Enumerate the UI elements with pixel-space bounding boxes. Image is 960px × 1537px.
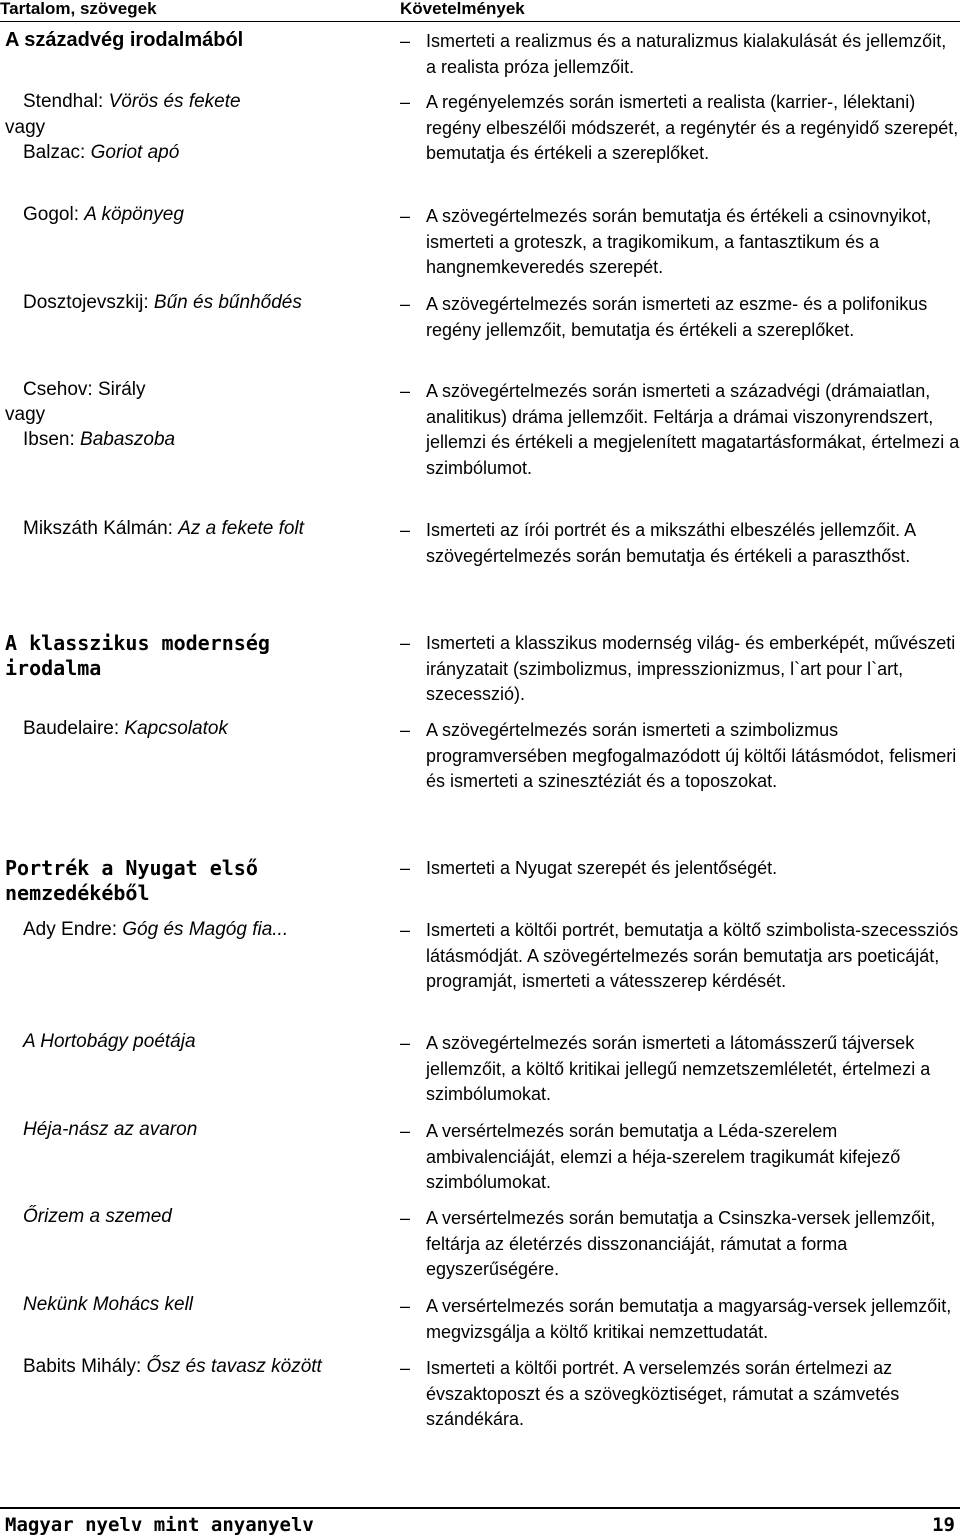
dash-bullet: – <box>400 1296 411 1316</box>
requirement-item <box>400 90 960 167</box>
dash-bullet: – <box>400 633 411 653</box>
requirement-text: A szövegértelmezés során ismerteti az eszme- és a polifonikus regény jellemzőit, bemutatja és értékeli a szereplőket. <box>426 294 928 340</box>
work-stendhal <box>23 90 241 114</box>
work-author: Mikszáth Kálmán: <box>23 518 179 539</box>
work-title: Nekünk Mohács kell <box>23 1294 194 1315</box>
work-title: Az a fekete folt <box>178 518 304 539</box>
work-author: Gogol: <box>23 204 85 225</box>
dash-bullet: – <box>400 858 411 878</box>
requirement-item <box>400 292 960 343</box>
dash-bullet: – <box>400 1358 411 1378</box>
section-title-nyugat-line2: nemzedékéből <box>5 881 150 905</box>
footer-title: Magyar nyelv mint anyanyelv <box>5 1514 314 1536</box>
requirement-item <box>400 631 960 708</box>
requirement-text: A versértelmezés során bemutatja a magyarság-versek jellemzőit, megvizsgálja a költő kritikai nemzettudatát. <box>426 1296 952 1342</box>
work-or-1: vagy <box>5 117 46 138</box>
work-gogol <box>23 203 184 227</box>
dash-bullet: – <box>400 1033 411 1053</box>
work-author: Ady Endre: <box>23 919 123 940</box>
work-mohacs <box>23 1293 193 1317</box>
requirement-item <box>400 204 960 281</box>
requirement-text: A regényelemzés során ismerteti a realista (karrier-, lélektani) regény elbeszélői módszerét, a regénytér és a regényidő szerepét, bemutatja és értékeli a szereplőket. <box>426 92 959 163</box>
dash-bullet: – <box>400 92 411 112</box>
work-title: Héja-nász az avaron <box>23 1119 198 1140</box>
work-title: Őrizem a szemed <box>23 1206 172 1227</box>
section-title-classic-modernism-line1: A klasszikus modernség <box>5 631 270 655</box>
dash-bullet: – <box>400 206 411 226</box>
work-baudelaire <box>23 717 228 741</box>
work-title: A köpönyeg <box>84 204 184 225</box>
work-dostoevsky <box>23 291 302 315</box>
work-author: Dosztojevszkij: <box>23 292 154 313</box>
work-title: Bűn és bűnhődés <box>153 292 302 313</box>
requirement-text: A szövegértelmezés során bemutatja és értékeli a csinovnyikot, ismerteti a groteszk, a tragikomikum, a fantasztikum és a hangnemkeveredés szerepét. <box>426 206 932 277</box>
work-title: Kapcsolatok <box>124 718 228 739</box>
header-divider <box>0 21 960 22</box>
requirement-item <box>400 1356 960 1433</box>
requirement-item <box>400 379 960 481</box>
dash-bullet: – <box>400 294 411 314</box>
page-number: 19 <box>932 1514 955 1536</box>
work-author: Balzac: <box>23 142 91 163</box>
requirement-item <box>400 718 960 795</box>
requirement-text: Ismerteti a költői portrét, bemutatja a költő szimbolista-szecessziós látásmódját. A szövegértelmezés során bemutatja ars poeticáját, programját, ismerteti a vátesszerep kérdését. <box>426 920 959 991</box>
work-ady <box>23 918 288 942</box>
requirement-text: A szövegértelmezés során ismerteti a szimbolizmus programversében megfogalmazódott új költői látásmódot, felismeri és ismerteti a szinesztéziát és a toposzokat. <box>426 720 957 791</box>
work-author: Ibsen: <box>23 429 81 450</box>
requirement-text: A versértelmezés során bemutatja a Csinszka-versek jellemzőit, feltárja az életérzés disszonanciáját, rámutat a forma egyszerűségére. <box>426 1208 936 1279</box>
dash-bullet: – <box>400 920 411 940</box>
work-title: Góg és Magóg fia... <box>122 919 289 940</box>
work-hortobagy <box>23 1030 196 1054</box>
footer-divider <box>0 1507 960 1509</box>
dash-bullet: – <box>400 1208 411 1228</box>
work-ibsen <box>23 428 175 452</box>
section-title-classic-modernism-line2: irodalma <box>5 656 102 680</box>
work-author: Babits Mihály: <box>23 1356 147 1377</box>
requirement-item <box>400 1031 960 1108</box>
section-title-fin-de-siecle: A századvég irodalmából <box>5 29 244 51</box>
dash-bullet: – <box>400 1121 411 1141</box>
requirement-text: Ismerteti a realizmus és a naturalizmus kialakulását és jellemzőit, a realista próza jellemzőit. <box>426 31 947 77</box>
work-orizem <box>23 1205 172 1229</box>
work-title: A Hortobágy poétája <box>23 1031 196 1052</box>
work-title: Ősz és tavasz között <box>146 1356 322 1377</box>
dash-bullet: – <box>400 381 411 401</box>
work-mikszath <box>23 517 304 541</box>
requirement-item <box>400 518 960 569</box>
work-or-2: vagy <box>5 404 46 425</box>
work-author: Stendhal: <box>23 91 109 112</box>
work-title: Vörös és fekete <box>108 91 241 112</box>
column-header-requirements: Követelmények <box>400 0 525 18</box>
dash-bullet: – <box>400 520 411 540</box>
section-title-nyugat-line1: Portrék a Nyugat első <box>5 856 258 880</box>
requirement-text: A versértelmezés során bemutatja a Léda-szerelem ambivalenciáját, elemzi a héja-szerelem tragikumát kifejező szimbólumokat. <box>426 1121 901 1192</box>
work-heja <box>23 1118 197 1142</box>
dash-bullet: – <box>400 31 411 51</box>
work-author: Baudelaire: <box>23 718 125 739</box>
requirement-text: A szövegértelmezés során ismerteti a látomásszerű tájversek jellemzőit, a költő kritikai jellegű nemzetszemléletét, értelmezi a szimbólumokat. <box>426 1033 931 1104</box>
work-babits <box>23 1355 322 1379</box>
work-chekhov: Csehov: Sirály <box>23 379 146 400</box>
requirement-text: Ismerteti a költői portrét. A verselemzés során értelmezi az évszaktoposzt és a szövegköztiséget, rámutat a számvetés szándékára. <box>426 1358 900 1429</box>
requirement-item <box>400 918 960 995</box>
dash-bullet: – <box>400 720 411 740</box>
requirement-text: Ismerteti a Nyugat szerepét és jelentőségét. <box>426 858 778 878</box>
column-header-content: Tartalom, szövegek <box>0 0 157 18</box>
work-title: Babaszoba <box>80 429 176 450</box>
requirement-item <box>400 856 960 882</box>
requirement-item <box>400 29 960 80</box>
requirement-text: Ismerteti az írói portrét és a mikszáthi elbeszélés jellemzőit. A szövegértelmezés során bemutatja és értékeli a paraszthőst. <box>426 520 916 566</box>
requirement-item <box>400 1294 960 1345</box>
requirement-text: Ismerteti a klasszikus modernség világ- és emberképét, művészeti irányzatait (szimbolizmus, impresszionizmus, l`art pour l`art, szecesszió). <box>426 633 956 704</box>
work-balzac <box>23 141 179 165</box>
work-title: Goriot apó <box>90 142 180 163</box>
requirement-text: A szövegértelmezés során ismerteti a századvégi (drámaiatlan, analitikus) dráma jellemzőit. Feltárja a drámai viszonyrendszert, jellemzi és értékeli a megjelenített magatartásformákat, értelmezi a szimbólumot. <box>426 381 960 478</box>
requirement-item <box>400 1206 960 1283</box>
requirement-item <box>400 1119 960 1196</box>
